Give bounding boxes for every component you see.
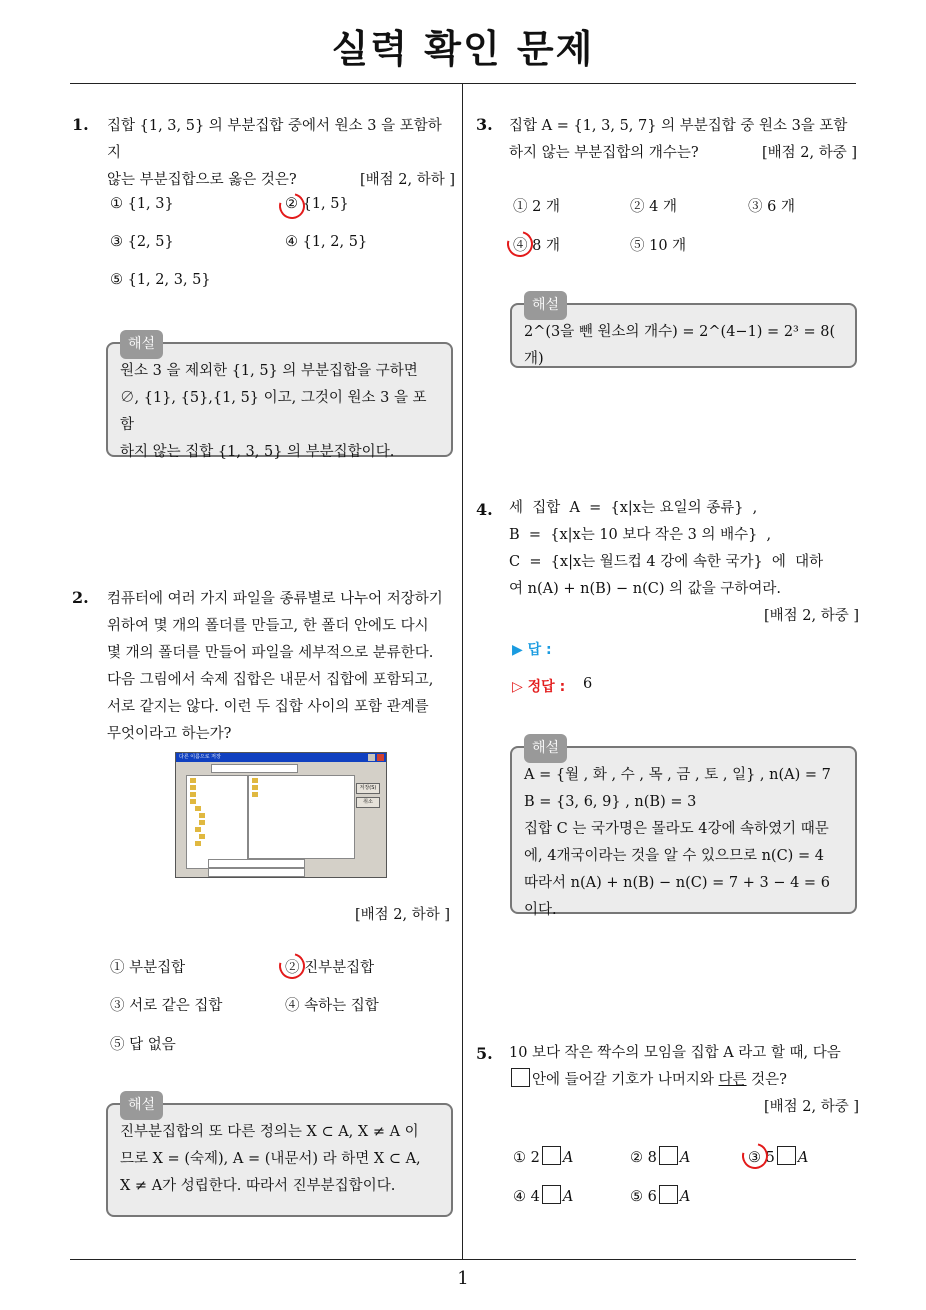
q4-number: 4. bbox=[476, 500, 493, 519]
q4-solution-box bbox=[510, 740, 857, 918]
location-dropdown bbox=[211, 764, 298, 773]
q1-stem bbox=[107, 113, 455, 194]
q4-solution-line: 따라서 n(A) + n(B) − n(C) = 7 + 3 − 4 = 6 이다. bbox=[524, 875, 830, 918]
q4-answer-label bbox=[512, 639, 552, 659]
q2-text-line: 컴퓨터에 여러 가지 파일을 종류별로 나누어 저장하기 bbox=[107, 591, 443, 607]
filetype-field bbox=[208, 868, 305, 877]
bottom-rule bbox=[70, 1259, 856, 1260]
q1-option-4[interactable]: ④ {1, 2, 5} bbox=[285, 234, 368, 250]
q1-number: 1. bbox=[72, 115, 89, 134]
q5-text-line bbox=[509, 1067, 859, 1094]
q2-solution-box bbox=[106, 1097, 453, 1217]
q3-text: 하지 않는 부분집합의 개수는? bbox=[509, 145, 699, 161]
q4-text-line: 세 집합 A = {x|x는 요일의 종류} , bbox=[509, 500, 758, 516]
q4-answer-text: ▶ 답 : bbox=[512, 642, 552, 658]
page-title: 실력 확인 문제 bbox=[331, 27, 595, 71]
q4-solution-line: A = {월 , 화 , 수 , 목 , 금 , 토 , 일} , n(A) = 7 bbox=[524, 767, 831, 783]
folder-tree bbox=[186, 775, 248, 869]
q1-score: [배점 2, 하하 ] bbox=[359, 172, 455, 188]
q5-stem bbox=[509, 1040, 859, 1121]
q2-option-3[interactable]: ③ 서로 같은 집합 bbox=[110, 998, 223, 1014]
q2-solution-tag: 해설 bbox=[120, 1091, 163, 1120]
q3-solution-box bbox=[510, 297, 857, 368]
q3-option-3[interactable]: ③ 6 개 bbox=[748, 199, 795, 215]
q2-option-5[interactable]: ⑤ 답 없음 bbox=[110, 1037, 176, 1053]
page-number: 1 bbox=[457, 1268, 469, 1289]
q4-text-line: C = {x|x는 월드컵 4 강에 속한 국가} 에 대하 bbox=[509, 554, 824, 570]
q5-number: 5. bbox=[476, 1044, 493, 1063]
q5-text-line: 10 보다 작은 짝수의 모임을 집합 A 라고 할 때, 다음 bbox=[509, 1045, 841, 1061]
q2-solution-line: X ≠ A가 성립한다. 따라서 진부분집합이다. bbox=[120, 1178, 396, 1194]
blank-box bbox=[511, 1068, 530, 1087]
q2-number: 2. bbox=[72, 588, 89, 607]
q5-option-set: A bbox=[797, 1150, 809, 1166]
q5-option-set: A bbox=[562, 1189, 574, 1205]
q5-option-5[interactable] bbox=[630, 1185, 690, 1205]
q4-text-line: B = {x|x는 10 보다 작은 3 의 배수} , bbox=[509, 527, 772, 543]
q1-solution-line: 하지 않는 집합 {1, 3, 5} 의 부분집합이다. bbox=[120, 444, 395, 460]
q3-text-line: 집합 A = {1, 3, 5, 7} 의 부분집합 중 원소 3을 포함 bbox=[509, 118, 848, 134]
q5-option-number: ① 2 bbox=[513, 1150, 540, 1166]
q5-option-number: ③ 5 bbox=[748, 1150, 775, 1166]
q3-solution-tag: 해설 bbox=[524, 291, 567, 320]
q5-score: [배점 2, 하중 ] bbox=[763, 1099, 859, 1115]
q3-option-1[interactable]: ① 2 개 bbox=[513, 199, 560, 215]
q4-score: [배점 2, 하중 ] bbox=[763, 608, 859, 624]
q5-option-set: A bbox=[562, 1150, 574, 1166]
q3-option-5[interactable]: ⑤ 10 개 bbox=[630, 238, 687, 254]
blank-box bbox=[777, 1146, 796, 1165]
q1-text: 않는 부분집합으로 옳은 것은? bbox=[107, 172, 297, 188]
q3-score: [배점 2, 하중 ] bbox=[761, 145, 857, 161]
q5-option-number: ② 8 bbox=[630, 1150, 657, 1166]
q1-text-line: 집합 {1, 3, 5} 의 부분집합 중에서 원소 3 을 포함하지 bbox=[107, 118, 442, 161]
q5-text: 것은? bbox=[746, 1072, 787, 1088]
dialog-title: 다른 이름으로 저장 bbox=[176, 753, 386, 762]
q4-solution-tag: 해설 bbox=[524, 734, 567, 763]
q5-option-number: ⑤ 6 bbox=[630, 1189, 657, 1205]
q2-option-1[interactable]: ① 부분집합 bbox=[110, 960, 186, 976]
close-icon bbox=[377, 754, 384, 761]
q1-solution-line: 원소 3 을 제외한 {1, 5} 의 부분집합을 구하면 bbox=[120, 363, 418, 379]
q1-option-2[interactable]: ② {1, 5} bbox=[285, 196, 349, 212]
dialog-save-button: 저장(S) bbox=[356, 783, 380, 794]
q1-solution-box bbox=[106, 336, 453, 460]
q5-option-1[interactable] bbox=[513, 1146, 573, 1166]
q5-option-2[interactable] bbox=[630, 1146, 690, 1166]
blank-box bbox=[659, 1146, 678, 1165]
column-divider bbox=[462, 84, 463, 1260]
q4-stem bbox=[509, 495, 859, 630]
blank-box bbox=[659, 1185, 678, 1204]
q5-text: 안에 들어갈 기호가 나머지와 bbox=[532, 1072, 719, 1088]
q2-solution-line: 진부분집합의 또 다른 정의는 X ⊂ A, X ≠ A 이 bbox=[120, 1124, 419, 1140]
help-icon bbox=[368, 754, 375, 761]
q2-text-line: 다음 그림에서 숙제 집합은 내문서 집합에 포함되고, bbox=[107, 672, 434, 688]
q5-option-set: A bbox=[679, 1189, 691, 1205]
q2-text-line: 서로 같지는 않다. 이런 두 집합 사이의 포함 관계를 bbox=[107, 699, 429, 715]
q2-stem bbox=[107, 586, 457, 748]
top-rule bbox=[70, 83, 856, 84]
blank-box bbox=[542, 1185, 561, 1204]
q1-text-line bbox=[107, 167, 455, 194]
q2-text-line: 몇 개의 폴더를 만들어 파일을 세부적으로 분류한다. bbox=[107, 645, 434, 661]
save-dialog-screenshot bbox=[175, 752, 387, 878]
q2-option-2[interactable]: ② 진부분집합 bbox=[285, 960, 375, 976]
q5-answer-circle bbox=[737, 1138, 773, 1174]
q4-correct-label: ▷ 정답 : bbox=[512, 679, 566, 695]
q3-stem bbox=[509, 113, 857, 167]
q5-underlined-word: 다른 bbox=[718, 1072, 747, 1088]
q5-option-4[interactable] bbox=[513, 1185, 573, 1205]
q3-answer-circle bbox=[502, 226, 538, 262]
file-list bbox=[248, 775, 355, 859]
q3-text-line bbox=[509, 140, 857, 167]
q3-option-2[interactable]: ② 4 개 bbox=[630, 199, 677, 215]
blank-box bbox=[542, 1146, 561, 1165]
q1-option-1[interactable]: ① {1, 3} bbox=[110, 196, 174, 212]
q1-option-5[interactable]: ⑤ {1, 2, 3, 5} bbox=[110, 272, 211, 288]
q4-solution-line: B = {3, 6, 9} , n(B) = 3 bbox=[524, 794, 697, 810]
q5-option-set: A bbox=[679, 1150, 691, 1166]
q5-option-number: ④ 4 bbox=[513, 1189, 540, 1205]
q2-text-line: 위하여 몇 개의 폴더를 만들고, 한 폴더 안에도 다시 bbox=[107, 618, 429, 634]
q2-score: [배점 2, 하하 ] bbox=[354, 907, 450, 923]
q4-correct-value: 6 bbox=[583, 676, 593, 692]
filename-field bbox=[208, 859, 305, 868]
q4-solution-line: 에, 4개국이라는 것을 알 수 있으므로 n(C) = 4 bbox=[524, 848, 824, 864]
q3-solution-line: 2^(3을 뺀 원소의 개수) = 2^(4−1) = 2³ = 8( 개) bbox=[524, 324, 836, 367]
q2-solution-line: 므로 X = (숙제), A = (내문서) 라 하면 X ⊂ A, bbox=[120, 1151, 421, 1167]
q2-option-4[interactable]: ④ 속하는 집합 bbox=[285, 998, 379, 1014]
q1-solution-line: ∅, {1}, {5},{1, 5} 이고, 그것이 원소 3 을 포함 bbox=[120, 390, 427, 433]
q3-number: 3. bbox=[476, 115, 493, 134]
q2-answer-circle bbox=[274, 948, 310, 984]
dialog-cancel-button: 취소 bbox=[356, 797, 380, 808]
q1-solution-tag: 해설 bbox=[120, 330, 163, 359]
q2-text-line: 무엇이라고 하는가? bbox=[107, 726, 232, 742]
q4-text-line: 여 n(A) + n(B) − n(C) 의 값을 구하여라. bbox=[509, 581, 782, 597]
q4-solution-line: 집합 C 는 국가명은 몰라도 4강에 속하였기 때문 bbox=[524, 821, 829, 837]
q1-option-3[interactable]: ③ {2, 5} bbox=[110, 234, 174, 250]
q3-option-4[interactable]: ④ 8 개 bbox=[513, 238, 560, 254]
